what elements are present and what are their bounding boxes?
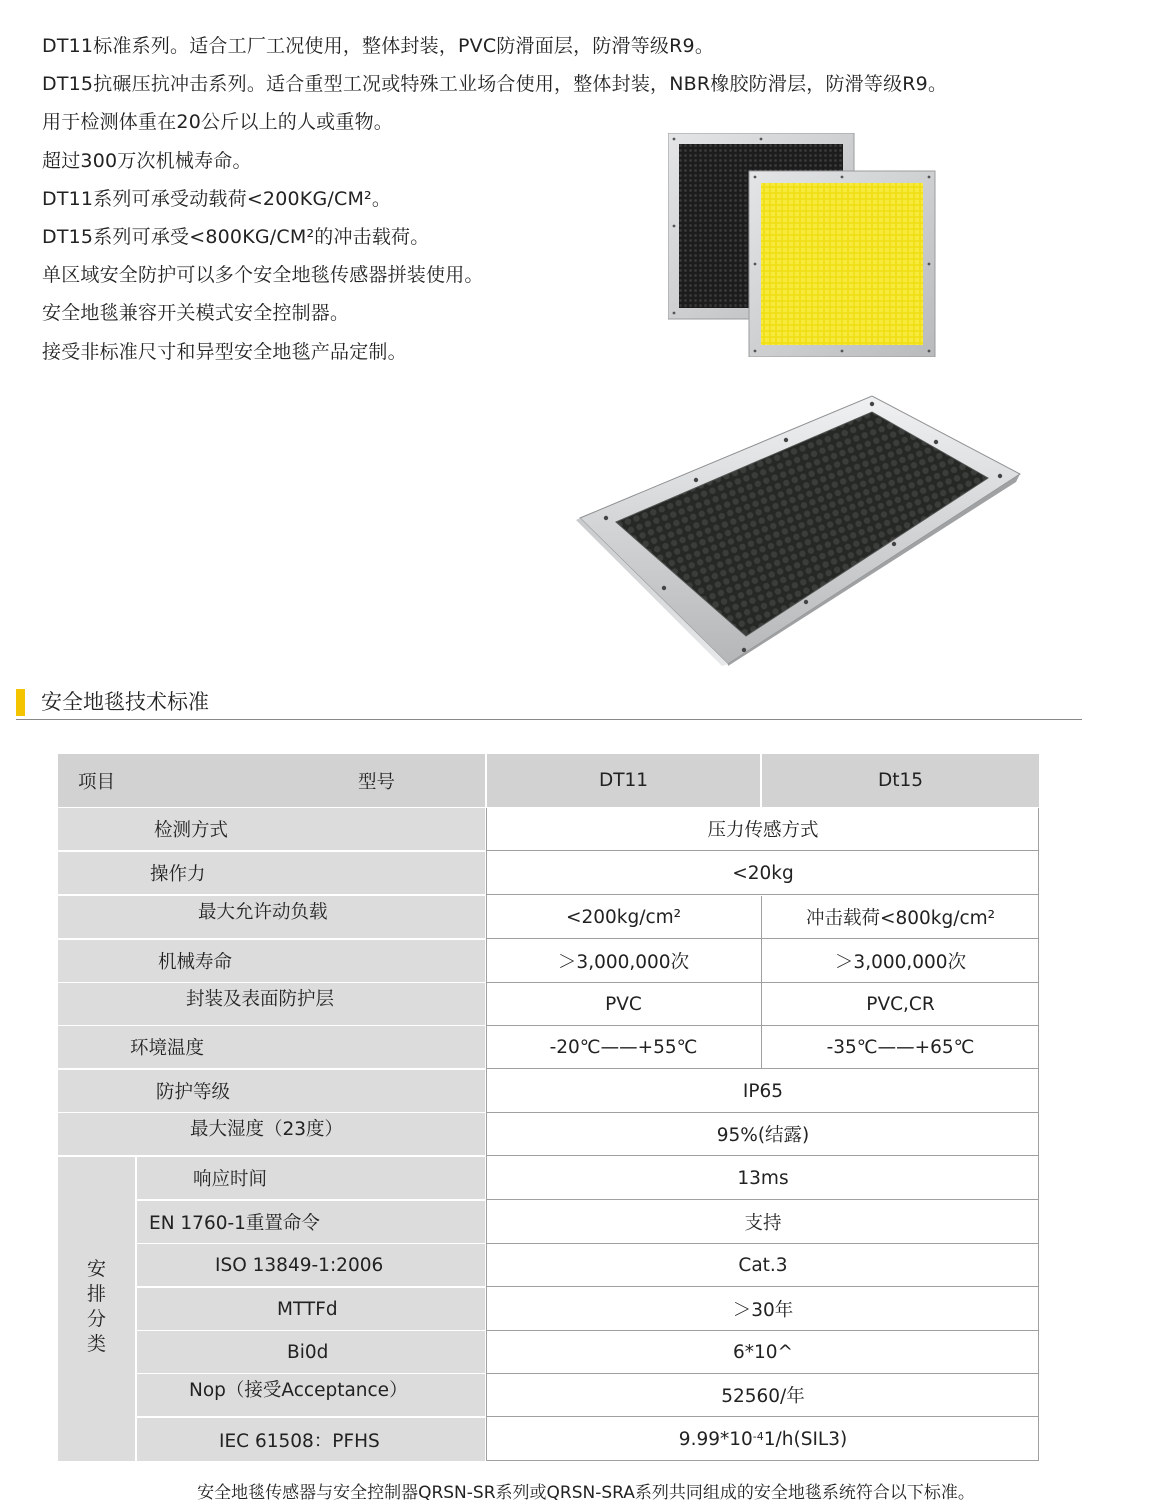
grid-line (486, 1112, 1039, 1113)
safety-row-value: 13ms (487, 1157, 1039, 1199)
safety-row-value: ＞30年 (487, 1288, 1039, 1330)
row-label: 最大允许动负载 (58, 896, 485, 938)
grid-line (486, 850, 1039, 851)
intro-line: DT15抗碾压抗冲击系列。适合重型工况或特殊工业场合使用，整体封装，NBR橡胶防滑层，防滑等级R9。 (42, 73, 948, 96)
pfhs-value-unit: 1/h(SIL3) (763, 1429, 848, 1450)
safety-row-label: MTTFd (137, 1288, 485, 1330)
row-value: IP65 (487, 1070, 1039, 1112)
grid-line (486, 982, 1039, 983)
row-value: <20kg (487, 852, 1039, 894)
intro-line: DT15系列可承受<800KG/CM²的冲击载荷。 (42, 225, 430, 248)
grid-line (486, 1416, 1039, 1417)
safety-group-char: 类 (86, 1333, 106, 1355)
pfhs-value-exponent: -4 (752, 1430, 764, 1443)
row-label: 环境温度 (58, 1026, 485, 1068)
intro-line: 安全地毯兼容开关模式安全控制器。 (42, 302, 350, 325)
safety-row-label: EN 1760-1重置命令 (137, 1201, 485, 1243)
pfhs-value-base: 9.99*10 (678, 1429, 753, 1450)
safety-row-value: 支持 (487, 1201, 1039, 1243)
section-heading (16, 686, 1082, 720)
grid-line (486, 1373, 1039, 1374)
section-accent-bar (16, 689, 25, 716)
safety-row-value: 6*10^ (487, 1331, 1039, 1373)
footer-note: 安全地毯传感器与安全控制器QRSN-SR系列或QRSN-SRA系列共同组成的安全地毯系统符合以下标准。 (197, 1483, 975, 1503)
row-label: 防护等级 (58, 1070, 485, 1112)
grid-line (1038, 808, 1039, 1461)
header-dt15: Dt15 (762, 754, 1039, 807)
safety-row-value: 52560/年 (487, 1374, 1039, 1416)
safety-group-char: 分 (86, 1308, 106, 1330)
row-value-dt15: PVC,CR (762, 983, 1039, 1025)
grid-line (486, 808, 487, 1461)
safety-group-label (58, 1157, 135, 1461)
row-value-dt11: PVC (487, 983, 760, 1025)
row-label: 操作力 (58, 852, 485, 894)
grid-line (486, 894, 1039, 895)
grid-line (486, 1243, 1039, 1244)
row-value: 95%(结露) (487, 1113, 1039, 1155)
intro-line: 单区域安全防护可以多个安全地毯传感器拼装使用。 (42, 264, 484, 287)
yellow-mat (749, 171, 935, 357)
safety-row-value (487, 1418, 1039, 1461)
safety-row-label: 响应时间 (137, 1157, 485, 1199)
section-title: 安全地毯技术标准 (41, 690, 209, 714)
grid-line (486, 1025, 1039, 1026)
row-value-dt15: 冲击载荷<800kg/cm² (762, 896, 1039, 938)
intro-text (42, 27, 1142, 371)
row-value-dt15: ＞3,000,000次 (762, 940, 1039, 982)
intro-line: 用于检测体重在20公斤以上的人或重物。 (42, 111, 393, 134)
intro-line: DT11标准系列。适合工厂工况使用，整体封装，PVC防滑面层，防滑等级R9。 (42, 35, 715, 57)
row-label: 最大湿度（23度） (58, 1113, 485, 1155)
safety-row-label: Nop（接受Acceptance） (137, 1374, 485, 1416)
grid-line (486, 1330, 1039, 1331)
header-dt11: DT11 (487, 754, 760, 807)
intro-line: 接受非标准尺寸和异型安全地毯产品定制。 (42, 340, 407, 363)
grid-line (486, 1199, 1039, 1200)
row-value-dt11: ＞3,000,000次 (487, 940, 760, 982)
row-value-dt15: -35℃——+65℃ (762, 1026, 1039, 1068)
header-item: 项目 (78, 771, 116, 793)
row-value-dt11: <200kg/cm² (487, 896, 760, 938)
row-value-dt11: -20℃——+55℃ (487, 1026, 760, 1068)
row-label: 封装及表面防护层 (58, 983, 485, 1025)
safety-row-label: IEC 61508：PFHS (137, 1418, 485, 1461)
grid-line (486, 938, 1039, 939)
grid-line (486, 1460, 1039, 1461)
grid-line (486, 1155, 1039, 1156)
grid-line (486, 1068, 1039, 1069)
product-photo-ramp-mat (576, 392, 1022, 666)
product-photo-mat-pair (668, 133, 936, 357)
header-model: 型号 (358, 771, 396, 793)
intro-line: DT11系列可承受动载荷<200KG/CM²。 (42, 187, 392, 210)
table-header-label (58, 754, 485, 807)
safety-row-label: ISO 13849-1:2006 (137, 1244, 485, 1286)
safety-group-char: 排 (86, 1283, 106, 1305)
safety-group-char: 安 (86, 1258, 106, 1280)
safety-row-value: Cat.3 (487, 1244, 1039, 1286)
intro-line: 超过300万次机械寿命。 (42, 149, 252, 172)
row-label: 机械寿命 (58, 940, 485, 982)
row-label: 检测方式 (58, 808, 485, 850)
grid-line (486, 1286, 1039, 1287)
safety-row-label: Bi0d (137, 1331, 485, 1373)
spec-table (58, 754, 1039, 1461)
row-value: 压力传感方式 (487, 808, 1039, 850)
